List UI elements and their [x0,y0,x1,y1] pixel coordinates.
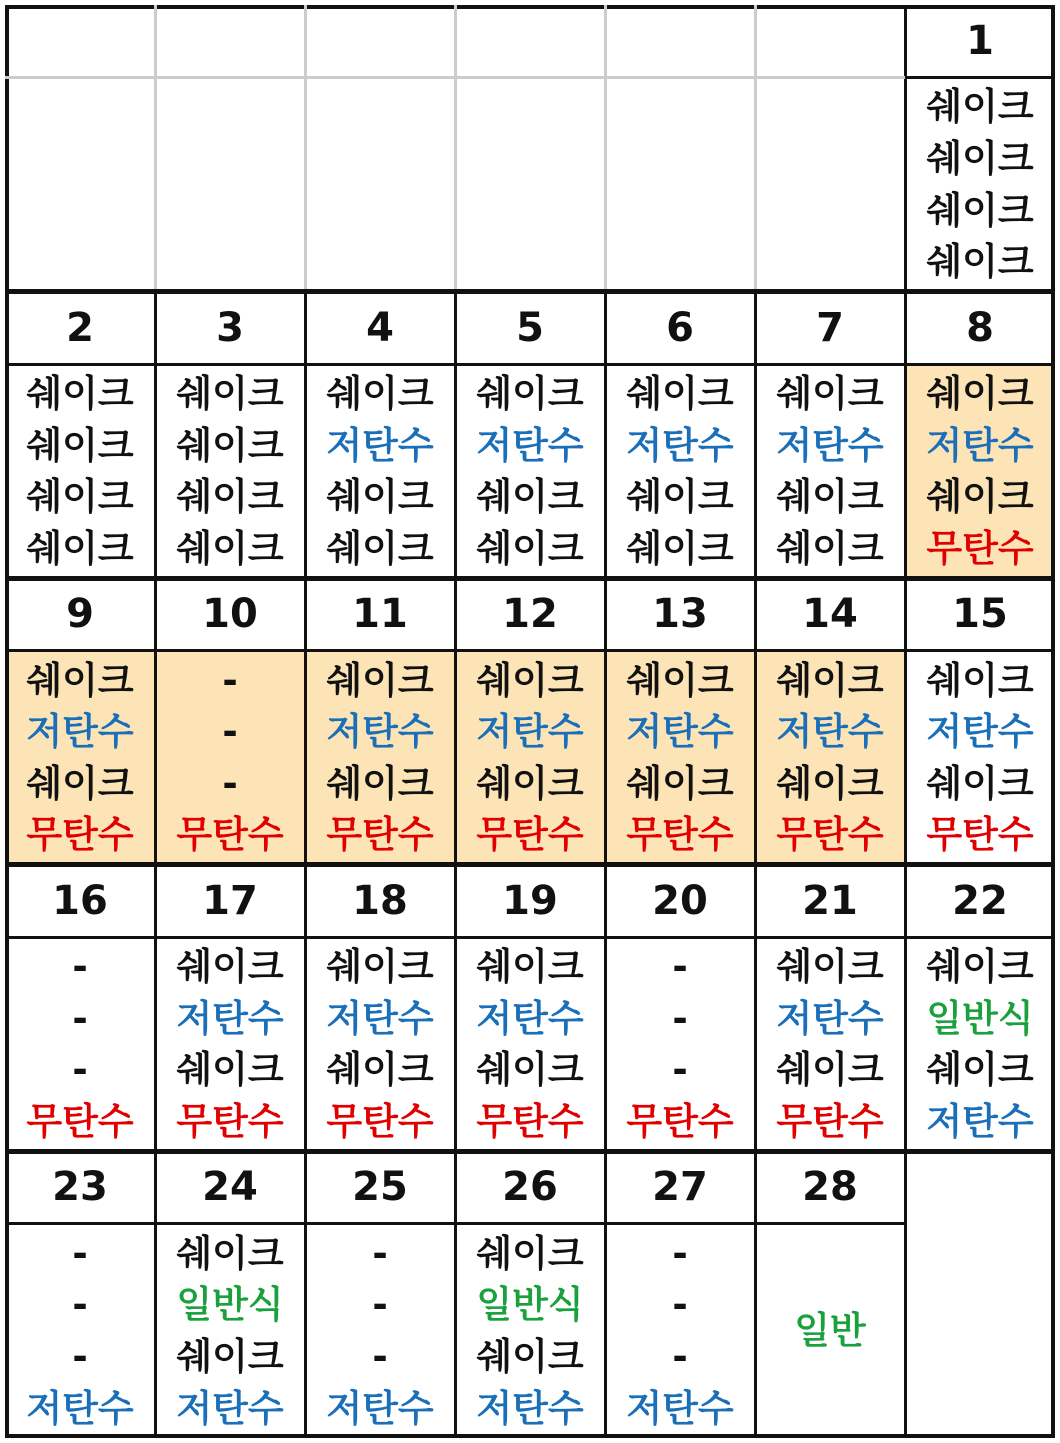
meal-entry: 쉐이크 [776,371,884,415]
meal-entry: 쉐이크 [26,371,134,415]
empty-day-header [605,5,755,77]
meal-entry: 저탄수 [776,996,884,1040]
meal-entry: 쉐이크 [26,475,134,519]
day-number: 11 [352,591,408,638]
grid-line [5,862,1055,867]
day-number: 26 [502,1164,558,1211]
meal-entry: 저탄수 [176,996,284,1040]
meal-entry: - [72,1231,88,1275]
meal-entry: 쉐이크 [26,526,134,570]
day-meals [305,1223,455,1438]
meal-entry: - [72,1334,88,1378]
day-meals [5,364,155,579]
day-number: 5 [516,304,544,351]
meal-entry: - [672,945,688,989]
meal-entry: 쉐이크 [476,371,584,415]
day-meals [755,364,905,579]
meal-entry: 쉐이크 [26,761,134,805]
day-number: 14 [802,591,858,638]
meal-entry: 쉐이크 [776,945,884,989]
meal-entry: 저탄수 [626,710,734,754]
meal-entry: 쉐이크 [476,945,584,989]
grid-line [5,1149,1055,1154]
grid-line [5,363,1055,366]
meal-entry: 무탄수 [326,813,434,857]
meal-entry: 무탄수 [926,813,1034,857]
meal-entry: - [372,1231,388,1275]
grid-border [1051,5,1055,1438]
grid-line [5,936,1055,939]
meal-entry: 쉐이크 [926,761,1034,805]
meal-entry: 저탄수 [476,710,584,754]
meal-entry: 쉐이크 [926,188,1034,232]
grid-line [5,649,1055,652]
day-meals [155,364,305,579]
meal-entry: 저탄수 [926,710,1034,754]
day-number: 2 [66,304,94,351]
meal-plan-calendar [5,5,1055,1438]
meal-entry: 저탄수 [476,423,584,467]
day-meals [155,650,305,865]
day-number: 27 [652,1164,708,1211]
day-number: 16 [52,877,108,924]
meal-entry: 저탄수 [626,423,734,467]
meal-entry: 쉐이크 [176,1334,284,1378]
meal-entry: 무탄수 [176,1100,284,1144]
day-number: 17 [202,877,258,924]
meal-entry: 쉐이크 [476,1048,584,1092]
grid-border [5,1434,1055,1438]
meal-entry: 무탄수 [476,1100,584,1144]
day-number: 7 [816,304,844,351]
day-meals [905,650,1055,865]
meal-entry: - [672,1231,688,1275]
day-number: 3 [216,304,244,351]
meal-entry: 쉐이크 [926,1048,1034,1092]
day-number: 12 [502,591,558,638]
meal-entry: 무탄수 [26,1100,134,1144]
day-meals [755,1223,905,1438]
meal-entry: 저탄수 [926,423,1034,467]
meal-entry: 쉐이크 [926,475,1034,519]
grid-line [454,5,457,292]
meal-entry: 쉐이크 [776,658,884,702]
meal-entry: 쉐이크 [26,658,134,702]
meal-entry: - [672,996,688,1040]
day-meals [155,937,305,1152]
grid-line [904,5,907,292]
day-number: 1 [966,18,994,64]
meal-entry: 쉐이크 [476,761,584,805]
meal-entry: - [222,658,238,702]
day-number: 6 [666,304,694,351]
meal-entry: - [672,1283,688,1327]
day-meals [905,937,1055,1152]
meal-entry: 저탄수 [326,1386,434,1430]
meal-entry: 쉐이크 [776,1048,884,1092]
day-number: 19 [502,877,558,924]
meal-entry: - [72,1048,88,1092]
day-number: 25 [352,1164,408,1211]
meal-entry: 쉐이크 [326,371,434,415]
meal-entry: - [372,1283,388,1327]
day-number: 23 [52,1164,108,1211]
grid-border [5,5,1055,9]
grid-line [5,576,1055,581]
meal-entry: 쉐이크 [626,658,734,702]
meal-entry: 쉐이크 [176,475,284,519]
grid-line [604,5,607,292]
meal-entry: - [222,710,238,754]
day-meals [5,1223,155,1438]
day-number: 22 [952,877,1008,924]
day-meals [5,650,155,865]
meal-entry: 쉐이크 [626,526,734,570]
meal-entry: 쉐이크 [176,945,284,989]
meal-entry: 쉐이크 [176,526,284,570]
meal-entry: 저탄수 [26,710,134,754]
empty-day-header [455,5,605,77]
day-number: 24 [202,1164,258,1211]
grid-line [5,1222,905,1225]
meal-entry: 저탄수 [476,1386,584,1430]
grid-line [905,76,1055,79]
meal-entry: 쉐이크 [176,371,284,415]
meal-entry: - [222,761,238,805]
meal-entry: 저탄수 [776,710,884,754]
meal-entry: 무탄수 [626,1100,734,1144]
meal-entry: 쉐이크 [926,85,1034,129]
meal-entry: 저탄수 [176,1386,284,1430]
meal-entry: 쉐이크 [176,1048,284,1092]
empty-day-header [755,5,905,77]
meal-entry: 저탄수 [326,423,434,467]
grid-line [754,5,757,292]
day-meals [5,937,155,1152]
meal-entry: 쉐이크 [926,136,1034,180]
meal-entry: 쉐이크 [926,371,1034,415]
day-meals [455,937,605,1152]
meal-entry: 저탄수 [926,1100,1034,1144]
empty-day-header [5,5,155,77]
day-number: 28 [802,1164,858,1211]
day-meals [305,364,455,579]
day-number: 4 [366,304,394,351]
meal-entry: 무탄수 [326,1100,434,1144]
meal-entry: 무탄수 [476,813,584,857]
meal-entry: 쉐이크 [476,658,584,702]
day-meals [605,937,755,1152]
day-meals [305,650,455,865]
meal-entry: 쉐이크 [26,423,134,467]
meal-entry: 쉐이크 [476,1231,584,1275]
meal-entry: - [72,945,88,989]
empty-day-header [155,5,305,77]
meal-entry: - [672,1048,688,1092]
meal-entry: 일반식 [176,1283,284,1327]
grid-line [304,5,307,292]
day-number: 15 [952,591,1008,638]
meal-entry: 저탄수 [776,423,884,467]
day-meals [155,1223,305,1438]
meal-entry: 쉐이크 [176,423,284,467]
meal-entry: 쉐이크 [326,526,434,570]
day-meals [605,650,755,865]
meal-entry: 쉐이크 [926,240,1034,284]
meal-entry: 쉐이크 [776,526,884,570]
meal-entry: 무탄수 [776,813,884,857]
meal-entry: 쉐이크 [176,1231,284,1275]
meal-entry: 쉐이크 [326,1048,434,1092]
meal-entry: 쉐이크 [626,475,734,519]
meal-entry: 일반 [794,1309,866,1353]
meal-entry: 저탄수 [626,1386,734,1430]
day-meals [605,364,755,579]
day-meals [755,937,905,1152]
meal-entry: - [72,996,88,1040]
day-meals [605,1223,755,1438]
meal-entry: 쉐이크 [326,658,434,702]
meal-entry: 저탄수 [26,1386,134,1430]
meal-entry: 저탄수 [326,996,434,1040]
meal-entry: 쉐이크 [476,475,584,519]
day-number: 10 [202,591,258,638]
meal-entry: 쉐이크 [926,945,1034,989]
meal-entry: 일반식 [476,1283,584,1327]
meal-entry: 쉐이크 [476,1334,584,1378]
meal-entry: 무탄수 [776,1100,884,1144]
day-meals [455,650,605,865]
day-number: 8 [966,304,994,351]
meal-entry: 무탄수 [926,526,1034,570]
empty-day-header [305,5,455,77]
meal-entry: 쉐이크 [776,761,884,805]
day-number: 13 [652,591,708,638]
meal-entry: - [672,1334,688,1378]
day-meals [905,77,1055,292]
day-meals [905,364,1055,579]
meal-entry: 무탄수 [176,813,284,857]
day-number: 21 [802,877,858,924]
day-number: 9 [66,591,94,638]
meal-entry: 무탄수 [26,813,134,857]
meal-entry: 쉐이크 [326,945,434,989]
meal-entry: 쉐이크 [626,371,734,415]
meal-entry: 쉐이크 [926,658,1034,702]
meal-entry: 저탄수 [326,710,434,754]
grid-line [154,5,157,292]
meal-entry: 쉐이크 [476,526,584,570]
meal-entry: 쉐이크 [776,475,884,519]
day-meals [755,650,905,865]
meal-entry: 저탄수 [476,996,584,1040]
meal-entry: - [372,1334,388,1378]
meal-entry: 일반식 [926,996,1034,1040]
day-meals [455,364,605,579]
day-number: 20 [652,877,708,924]
meal-entry: 무탄수 [626,813,734,857]
meal-entry: - [72,1283,88,1327]
day-meals [455,1223,605,1438]
day-meals [305,937,455,1152]
meal-entry: 쉐이크 [626,761,734,805]
grid-line [5,76,905,79]
day-number: 18 [352,877,408,924]
grid-line [5,289,1055,294]
meal-entry: 쉐이크 [326,475,434,519]
meal-entry: 쉐이크 [326,761,434,805]
